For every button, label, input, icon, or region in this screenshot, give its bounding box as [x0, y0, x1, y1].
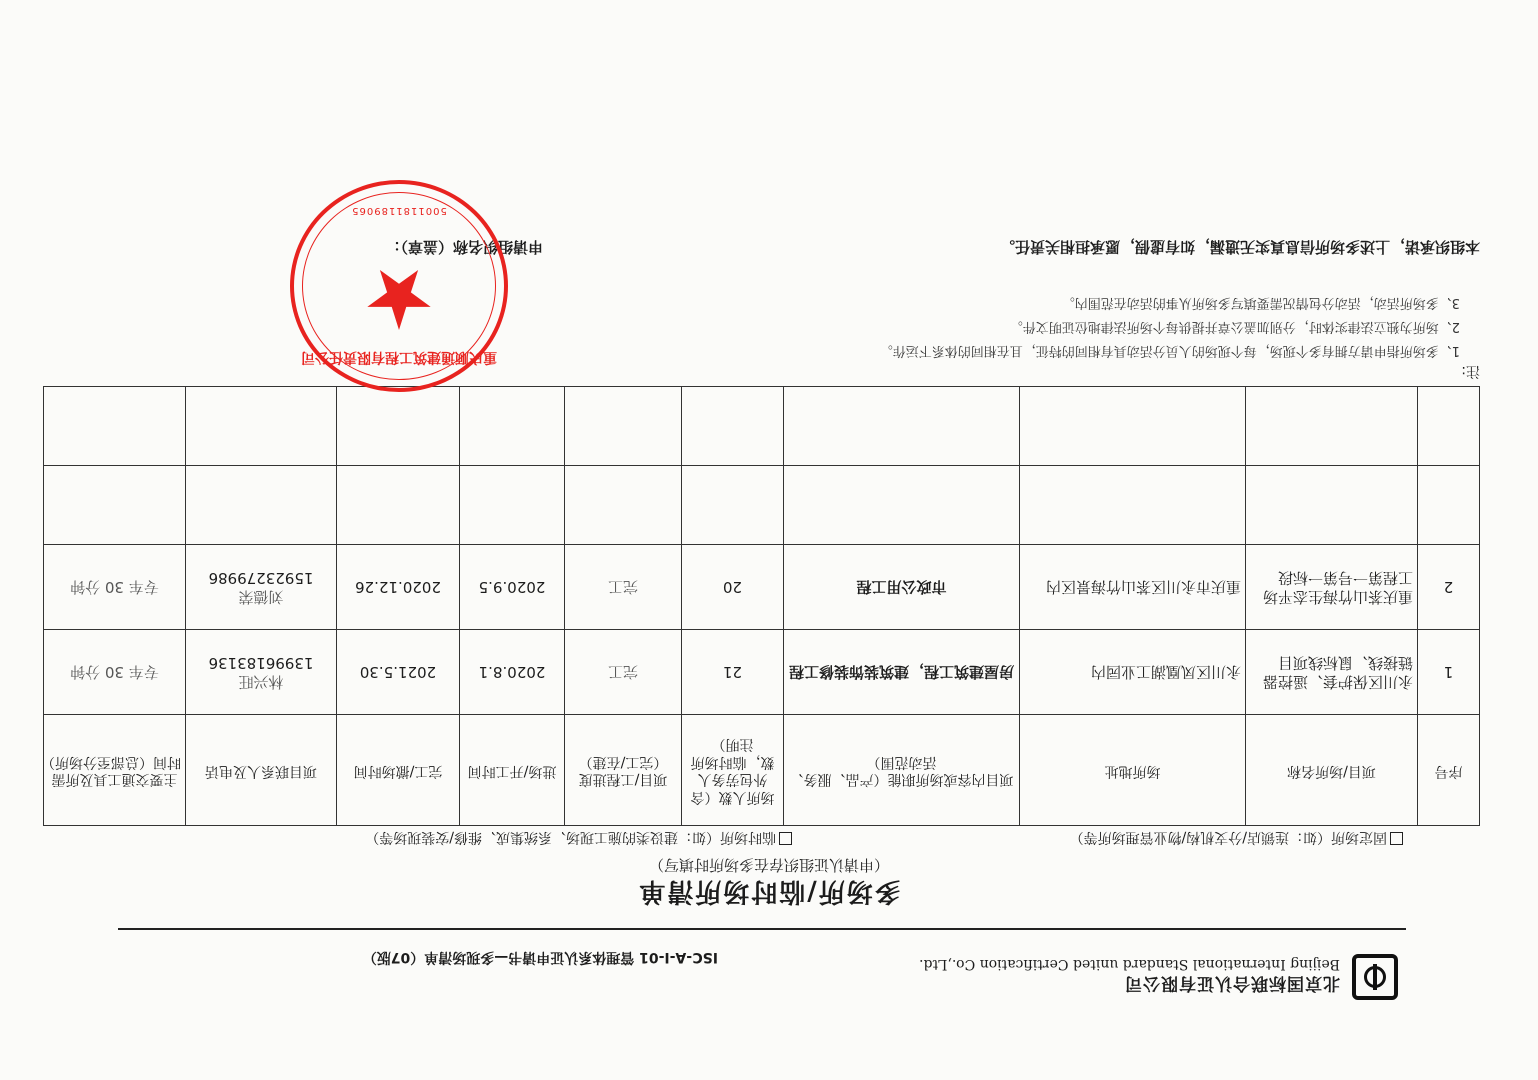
site-address: 重庆市永川区茶山竹海景区内 [1020, 545, 1246, 630]
contact-name: 刘德荣 [238, 587, 284, 606]
header-cell: 场所人数（含外包劳务人数，临时场所注明） [682, 715, 784, 826]
table-header-row [44, 715, 1480, 826]
company-seal [290, 180, 508, 392]
site-start-date: 2020.8.1 [460, 630, 565, 715]
header-cell: 序号 [1418, 715, 1480, 826]
note-item: 3、多场所活动，活动分包情况需要填写多场所从事的活动在范围内。 [1061, 295, 1460, 310]
header-cell: 完工/撤场时间 [337, 715, 460, 826]
empty-cell [460, 387, 565, 466]
site-transport: 专车 30 分钟 [44, 630, 186, 715]
header-cell: 场所地址 [1020, 715, 1246, 826]
empty-cell [784, 387, 1020, 466]
empty-cell [1246, 387, 1418, 466]
checkbox-temporary-icon[interactable] [779, 832, 792, 845]
site-name: 永川区保护套、遥控器链接线、鼠标线项目 [1246, 630, 1418, 715]
empty-cell [682, 387, 784, 466]
company-logo-icon [1352, 954, 1398, 1000]
site-address: 永川区凤凰湖工业园内 [1020, 630, 1246, 715]
empty-cell [565, 466, 682, 545]
seal-company-name: 重庆顺通建筑工程有限责任公司 [301, 349, 497, 365]
table-row [44, 630, 1480, 715]
site-name: 重庆茶山竹海生态平场工程第一号第一标段 [1246, 545, 1418, 630]
site-progress: 完工 [565, 630, 682, 715]
empty-cell [337, 466, 460, 545]
table-row-empty [44, 466, 1480, 545]
note-item: 1、多场所指申请方拥有多个现场，每个现场的人员分活动具有相同的特征，且在相同的体系下运作。 [879, 343, 1460, 358]
empty-cell [565, 387, 682, 466]
table-row [44, 545, 1480, 630]
empty-cell [44, 466, 186, 545]
document-subtitle: （申请认证组织存在多场所时填写） [649, 856, 890, 874]
contact-name: 林兴旺 [238, 672, 284, 691]
table-row-empty [44, 387, 1480, 466]
notes-title: 注: [1461, 363, 1480, 379]
empty-cell [186, 466, 337, 545]
company-name-en: Beijing International Standard united Certification Co.,Ltd. [919, 956, 1340, 972]
seal-number: 5001181189065 [351, 205, 447, 216]
option-temporary-site[interactable] [365, 828, 792, 848]
header-cell: 进场/开工时间 [460, 715, 565, 826]
sites-table [43, 386, 1480, 826]
site-content: 市政公用工程 [784, 545, 1020, 630]
document-code: ISC-A-I-01 管理体系认证申请书—多现场清单（07版） [362, 949, 718, 965]
site-end-date: 2020.12.26 [337, 545, 460, 630]
site-content: 房屋建筑工程，建筑装饰装修工程 [784, 630, 1020, 715]
contact-phone: 13996183136 [208, 654, 314, 672]
option-temporary-label: 临时场所（如：建设类的施工现场、系统集成、维修/安装现场等） [365, 829, 776, 845]
empty-cell [44, 387, 186, 466]
site-progress: 完工 [565, 545, 682, 630]
site-start-date: 2020.9.5 [460, 545, 565, 630]
empty-cell [682, 466, 784, 545]
checkbox-fixed-icon[interactable] [1390, 832, 1403, 845]
empty-cell [1020, 466, 1246, 545]
row-number: 2 [1418, 545, 1480, 630]
empty-cell [1020, 387, 1246, 466]
site-contact [186, 630, 337, 715]
site-headcount: 20 [682, 545, 784, 630]
header-divider [118, 928, 1406, 930]
document-title: 多场所/临时场所清单 [637, 876, 901, 906]
empty-cell [337, 387, 460, 466]
site-transport: 专车 30 分钟 [44, 545, 186, 630]
pledge-statement: 本组织承诺，上述多场所信息真实无遗漏，如有虚假，愿承担相关责任。 [999, 238, 1480, 256]
site-end-date: 2021.5.30 [337, 630, 460, 715]
header-cell: 项目/场所名称 [1246, 715, 1418, 826]
empty-cell [1246, 466, 1418, 545]
empty-cell [784, 466, 1020, 545]
site-headcount: 21 [682, 630, 784, 715]
company-name-cn: 北京国标联合认证有限公司 [1124, 973, 1340, 993]
option-fixed-label: 固定场所（如：连锁店/分支机构/物业管理场所等） [1069, 829, 1387, 845]
site-contact [186, 545, 337, 630]
row-number: 1 [1418, 630, 1480, 715]
empty-cell [186, 387, 337, 466]
option-fixed-site[interactable] [1070, 828, 1403, 848]
empty-cell [1418, 466, 1480, 545]
header-cell: 主要交通工具及所需时间（总部至分场所） [44, 715, 186, 826]
header-cell: 项目联系人及电话 [186, 715, 337, 826]
empty-cell [460, 466, 565, 545]
signature-label: 申请组织名称（盖章）： [385, 238, 543, 256]
note-item: 2、场所为独立法律实体时，分别加盖公章并提供每个场所法律地位证明文件。 [1009, 319, 1460, 334]
header-cell: 项目/工程进度（完工/在建） [565, 715, 682, 826]
header-cell: 项目内容或场所职能（产品、服务、活动范围） [784, 715, 1020, 826]
contact-phone: 15923279986 [208, 569, 314, 587]
empty-cell [1418, 387, 1480, 466]
